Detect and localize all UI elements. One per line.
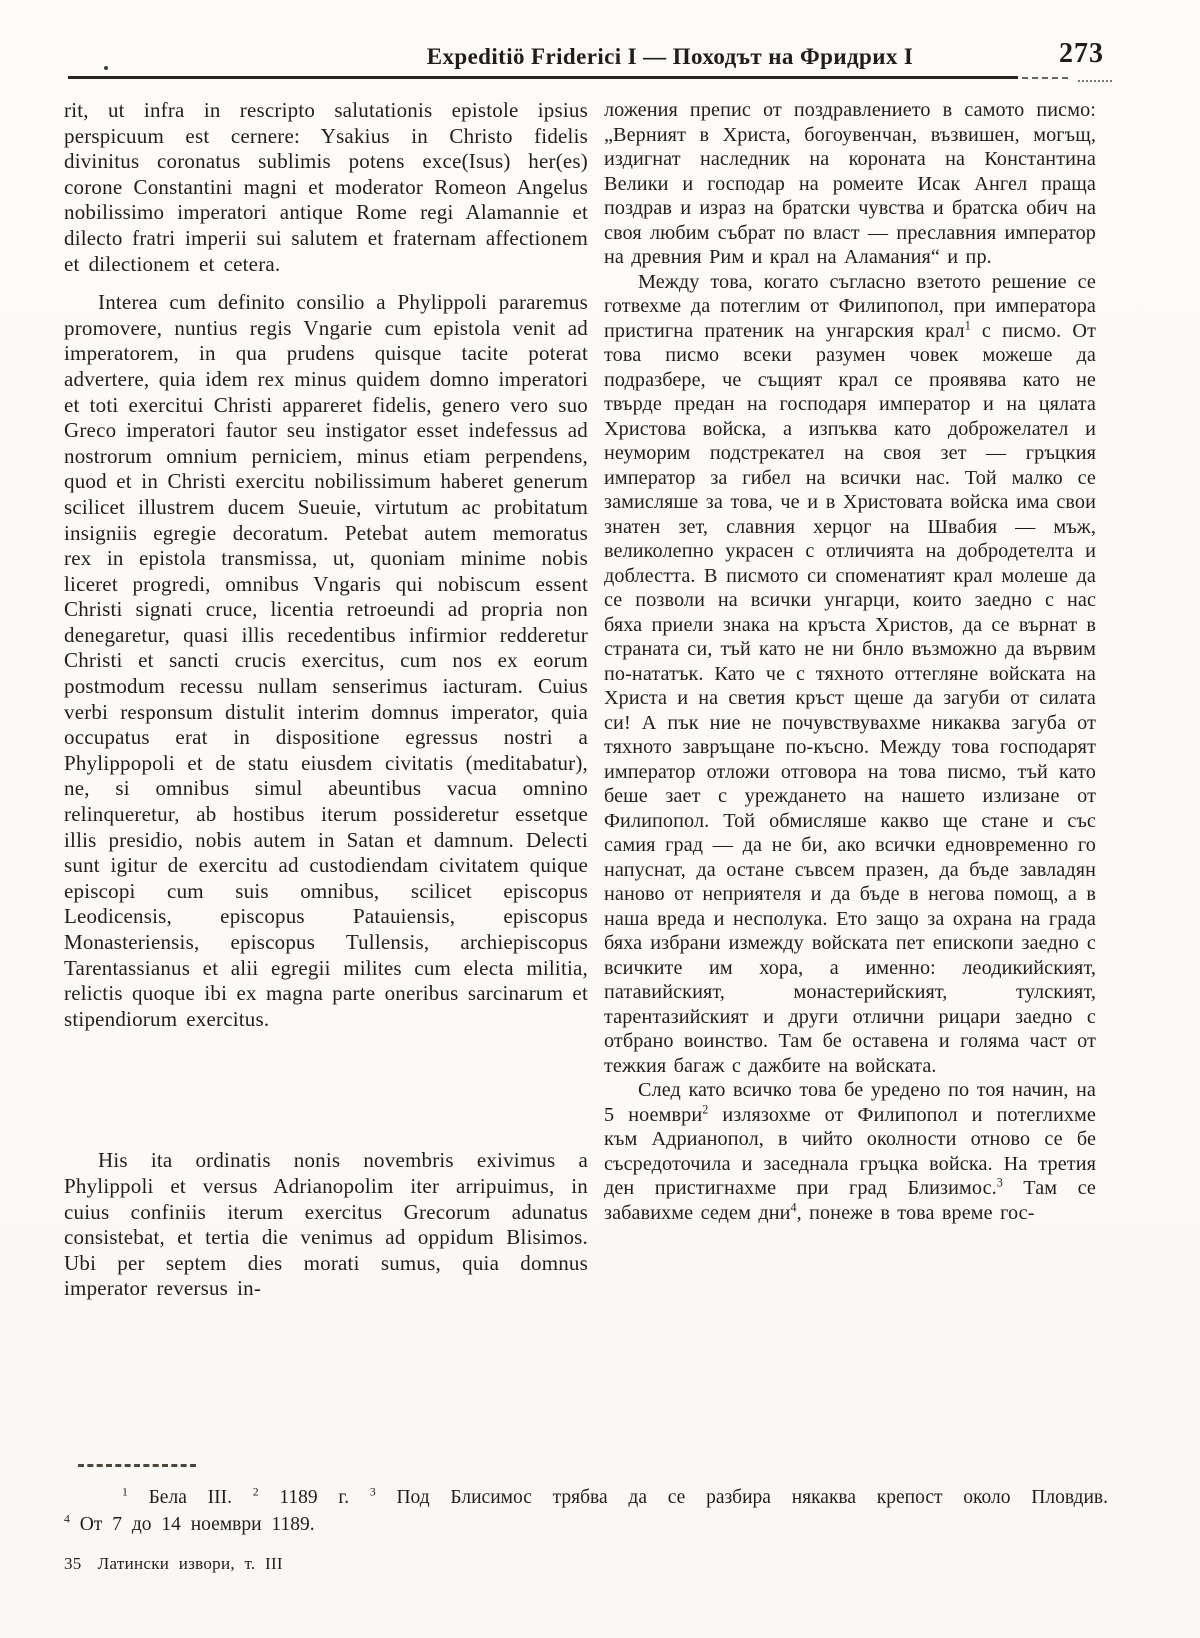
footnote-2-marker: 2 — [252, 1485, 259, 1499]
bulgarian-paragraph-1: ложения препис от поздравлението в самото писмо: „Верният в Христа, богоувенчан, възвишен, могъщ, издигнат наследник на короната на Константина Велики и господар на ромеите Исак Ангел праща поздрав и израз на братски чувства и братска обич на своя любим събрат по власт — преславния император на древния Рим и крал на Аламания“ и пр. — [604, 99, 1096, 268]
footnote-2-text: 1189 г. — [258, 1487, 370, 1508]
footnote-marker-4: 4 — [790, 1199, 797, 1214]
paragraph-text: , понеже в това време гос- — [796, 1201, 1035, 1224]
paragraph-text: излязохме от Филипопол и потеглихме към Адрианопол, в чийто околности отново се бе съсредоточила и заседнала гръцка войска. На третия ден пристигнахме при град Близимос. — [604, 1103, 1096, 1199]
latin-column — [64, 98, 588, 1462]
latin-paragraph-1: rit, ut infra in rescripto salutationis epistole ipsius perspicuum est cernere: Ysakius in Christo fidelis divinitus coronatus sublimis potens exce(Isus) her(es) corone Constantini magni et moderator Romeon Angelus nobilissimo imperatori antique Rome regi Alamannie et dilecto fratri imperii sui salutem et fraternam affectionem et dilectionem et cetera. — [64, 98, 588, 276]
paragraph-text: с писмо. От това писмо всеки разумен човек можеше да подразбере, че същият крал се проявява като не твърде предан на господаря император и на цялата Христова войска, а изпъква като доброжелател и неуморим подстрекател на своя зет — гръцкия император за гибел на всички нас. Той малко се замисляше за това, че и в Христовата войска има свои знатен зет, славния херцог на Швабия — мъж, великолепно украсен с отличията на добродетелта и доблестта. В писмото си споменатият крал молеше да се позволи на всички унгарци, които заедно с нас бяха приели знака на кръста Христов, да се върнат в страната си, тъй като не ни бнло възможно да вървим по-нататък. Като че с тяхното оттегляне войската на Христа и на светия кръст щеше да загуби от силата си! А пък ние не почувствувахме никаква загуба от тяхното завръщане по-късно. Между това господарят император отложи отговора на това писмо, тъй като беше зает с уреждането на нашето излизане от Филипопол. Той обмисляше какво ще стане и със самия град — да не би, ако всички едновременно го напуснат, да остане съвсем празен, да бъде завладян наново от неприятеля и да бъде в негова помощ, а в наша вреда и несполука. Ето защо за охрана на града бяха избрани измежду войската пет епископи заедно с всичките им хора, а именно: леодикийският, патавийският, монастерийският, тулският, тарентазийският и други отлични рицари заедно с отбрано воинство. Там бе оставена и голяма част от тежкия багаж с дажбите на войската. — [604, 319, 1096, 1077]
footnote-1-text: Бела III. — [127, 1487, 253, 1508]
footnote-3-marker: 3 — [369, 1485, 376, 1499]
signature-number: 35 — [64, 1554, 82, 1573]
bulgarian-column — [604, 98, 1096, 1462]
running-header-title: Expeditiö Friderici I — Походът на Фридрих I — [426, 44, 914, 69]
text-columns — [64, 98, 1096, 1462]
footnote-separator — [78, 1464, 196, 1467]
footnote-line-1 — [64, 1485, 1108, 1510]
footnote-marker-1: 1 — [964, 317, 971, 332]
latin-paragraph-2: Interea cum definito consilio a Phylippoli pararemus promovere, nuntius regis Vngarie cum epistola venit ad imperatorem, in qua prudens quisque tacite poterat advertere, quia idem rex minus quidem domno imperatori et toti exercitui Christi appareret fidelis, genero vero suo Greco imperatori fautor seu instigator esset indefessus ad nostrorum omnium perniciem, minus etiam perpendens, quod et in Christi exercitu nobilissimum haberet generum scilicet illustrem ducem Sueuie, virtutum ac probitatum insigniis egregie decoratum. Petebat autem memoratus rex in epistola transmissa, ut, quoniam minime nobis liceret progredi, omnibus Vngaris qui nobiscum essent Christi signati cruce, licentia retroeundi ad propria non denegaretur, quasi illis recedentibus infirmior redderetur Christi et sancti crucis exercitus, cum nos ex eorum postmodum recessu nullam senserimus iacturam. Cuius verbi responsum distulit interim domnus imperator, quia occupatus erat in dispositione egressus nostri a Phylippopoli et de statu eiusdem civitatis (meditabatur), ne, si omnibus simul abeuntibus vacua omnino relinqueretur, ab hostibus iterum possideretur essetque illis presidio, nobis autem in Satan et damnum. Delecti sunt igitur de exercitu ad custodiendam civitatem quique episcopi cum suis omnibus, scilicet episcopus Leodicensis, episcopus Patauiensis, episcopus Monasteriensis, episcopus Tullensis, archiepiscopus Tarentassianus et alii egregii milites cum electa militia, relictis quoque ibi ex magna parte oneribus sarcinarum et stipendiorum exercitus. — [64, 290, 588, 1031]
page-footer — [64, 1464, 1108, 1574]
bulgarian-paragraph-3 — [604, 1078, 1096, 1225]
footnote-1-marker: 1 — [122, 1485, 128, 1499]
bulgarian-paragraph-2 — [604, 270, 1096, 1079]
footnote-marker-3: 3 — [996, 1175, 1003, 1190]
footnote-4-marker: 4 — [64, 1512, 70, 1526]
footnote-3-text: Под Блисимос трябва да се разбира някаква крепост около Пловдив. — [375, 1487, 1108, 1508]
header-rule — [68, 76, 1018, 79]
paragraph-text: Между това, когато съгласно взетото решение се готвехме да потеглим от Филипопол, при императора пристигна пратеник на унгарския крал — [604, 270, 1096, 342]
paragraph-text: Там се забавихме седем дни — [604, 1177, 1096, 1224]
signature-title: Латински извори, т. III — [97, 1554, 283, 1573]
ink-spot-artifact — [104, 66, 108, 70]
header-rule-dots — [1078, 80, 1112, 82]
latin-paragraph-3: His ita ordinatis nonis novembris exivimus a Phylippoli et versus Adrianopolim iter arripuimus, in cuius confiniis iterum exercitus Grecorum adunatus consistebat, et tertia die venimus ad oppidum Blisimos. Ubi per septem dies morati sumus, quia domnus imperator reversus in- — [64, 1148, 588, 1301]
footnote-line-2 — [64, 1512, 1108, 1537]
header-rule-tail — [1022, 77, 1068, 79]
footnote-marker-2: 2 — [702, 1101, 709, 1116]
printer-signature — [64, 1554, 1108, 1574]
footnotes — [64, 1485, 1108, 1537]
footnote-4-text: От 7 до 14 ноември 1189. — [69, 1514, 315, 1535]
page-number: 273 — [1059, 38, 1104, 69]
paragraph-text: След като всичко това бе уредено по тоя начин, на 5 ноември — [604, 1079, 1096, 1126]
